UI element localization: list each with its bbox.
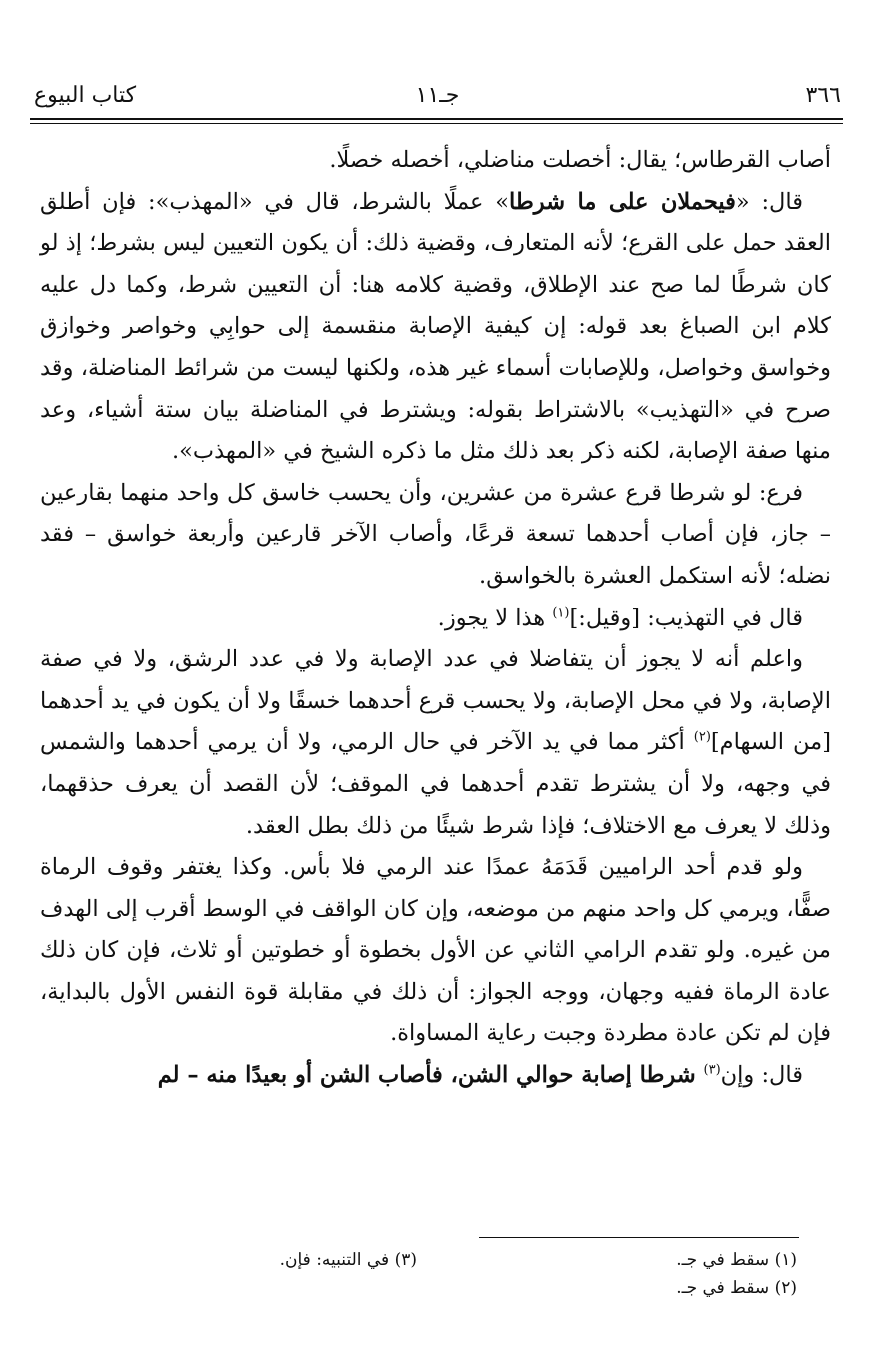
footnote-marker: (٢) — [774, 1278, 797, 1298]
text-segment: ولو قدم أحد الراميين قَدَمَهُ عمدًا عند الرمي فلا بأس. وكذا يغتفر وقوف الرماة صفًّا، ويرمي كل واحد منهم من موضعه، وإن كان الواقف في الوسط أقرب إلى الهدف من غيره. ولو تقدم الرامي الثاني عن الأول بخطوة أو خطوتين أو ثلاث، فإن كان ذلك عادة الرماة ففيه وجهان، ووجه الجواز: أن ذلك في مقابلة قوة النفس الأول بالبداية، فإن لم تكن عادة مطردة وجبت رعاية المساواة. — [40, 854, 831, 1047]
footnote-marker: (٣) — [394, 1250, 417, 1270]
footnote-text: سقط في جـ. — [676, 1278, 770, 1298]
text-segment: واعلم أنه لا يجوز أن يتفاضلا في عدد الإصابة ولا في عدد الرشق، ولا في صفة الإصابة، ولا في محل الإصابة، ولا يحسب قرع أحدهما خسقًا ولا أن يكون في يد أحدهما [من السهام] — [40, 646, 831, 756]
text-segment: أكثر مما في يد الآخر في حال الرمي، ولا أن يرمي أحدهما والشمس في وجهه، ولا أن يشترط تقدم أحدهما في الموقف؛ لأن القصد أن يعرف حذقهما، وذلك لا يعرف مع الاختلاف؛ فإذا شرط شيئًا من ذلك بطل العقد. — [40, 729, 831, 839]
footnote-separator — [479, 1237, 799, 1238]
paragraph-p2 — [40, 182, 831, 473]
page-number: ٣٦٦ — [805, 83, 841, 108]
paragraph-p6 — [40, 847, 831, 1055]
quoted-matn: فيحملان على ما شرطا — [509, 188, 736, 215]
footnote-2 — [676, 1274, 797, 1302]
text-segment: أصاب القرطاس؛ يقال: أخصلت مناضلي، أخصله خصلًا. — [329, 147, 831, 173]
footnote-row — [40, 1246, 797, 1274]
footnote-text: سقط في جـ. — [676, 1250, 770, 1270]
footnote-ref: (٣) — [703, 1062, 721, 1078]
volume-label: جـ١١ — [415, 83, 460, 108]
text-segment: قال في التهذيب: [وقيل:] — [569, 604, 803, 631]
footnote-text: في التنبيه: فإن. — [279, 1250, 390, 1270]
paragraph-p1 — [40, 140, 831, 182]
paragraph-p3 — [40, 473, 831, 598]
footnote-3 — [280, 1246, 417, 1274]
running-head — [34, 80, 841, 120]
text-segment: فرع: لو شرطا قرع عشرة من عشرين، وأن يحسب خاسق كل واحد منهما بقارعين – جاز، فإن أصاب أحدهما تسعة قرعًا، وأصاب الآخر قارعين وأربعة خواسق – فقد نضله؛ لأنه استكمل العشرة بالخواسق. — [40, 479, 831, 589]
footnote-marker: (١) — [774, 1250, 797, 1270]
text-segment: قال: « — [735, 188, 803, 215]
header-rule-thick — [30, 118, 843, 120]
book-title: كتاب البيوع — [34, 83, 137, 108]
footnote-ref: (١) — [552, 605, 570, 621]
header-rule-thin — [30, 123, 843, 124]
text-segment: » عملًا بالشرط، قال في «المهذب»: فإن أطلق العقد حمل على القرع؛ لأنه المتعارف، وقضية ذلك: أن يكون التعيين ليس بشرط؛ إذ لو كان شرطًا لما صح عند الإطلاق، وقضية كلامه هنا: أن التعيين شرط، وكما دل عليه كلام ابن الصباغ بعد قوله: إن كيفية الإصابة منقسمة إلى حوابِي وخواصر وخوازق وخواسق وخواصل، وللإصابات أسماء غير هذه، ولكنها ليست من شرائط المناضلة، وقد صرح في «التهذيب» بالاشتراط بقوله: ويشترط في المناضلة بيان ستة أشياء، وعد منها صفة الإصابة، لكنه ذكر بعد ذلك مثل ما ذكره الشيخ في «المهذب». — [40, 188, 831, 465]
quoted-matn: شرطا إصابة حوالي الشن، فأصاب الشن أو بعيدًا منه – لم — [157, 1062, 704, 1089]
paragraph-p7 — [40, 1055, 831, 1097]
footnote-1 — [676, 1246, 797, 1274]
footnote-ref: (٢) — [693, 729, 711, 745]
paragraph-p5 — [40, 639, 831, 847]
main-text — [40, 140, 831, 1097]
text-segment: هذا لا يجوز. — [437, 604, 553, 631]
text-segment: قال: وإن — [720, 1062, 803, 1089]
footnote-row — [40, 1274, 797, 1302]
footnotes — [40, 1246, 797, 1302]
paragraph-p4 — [40, 598, 831, 640]
